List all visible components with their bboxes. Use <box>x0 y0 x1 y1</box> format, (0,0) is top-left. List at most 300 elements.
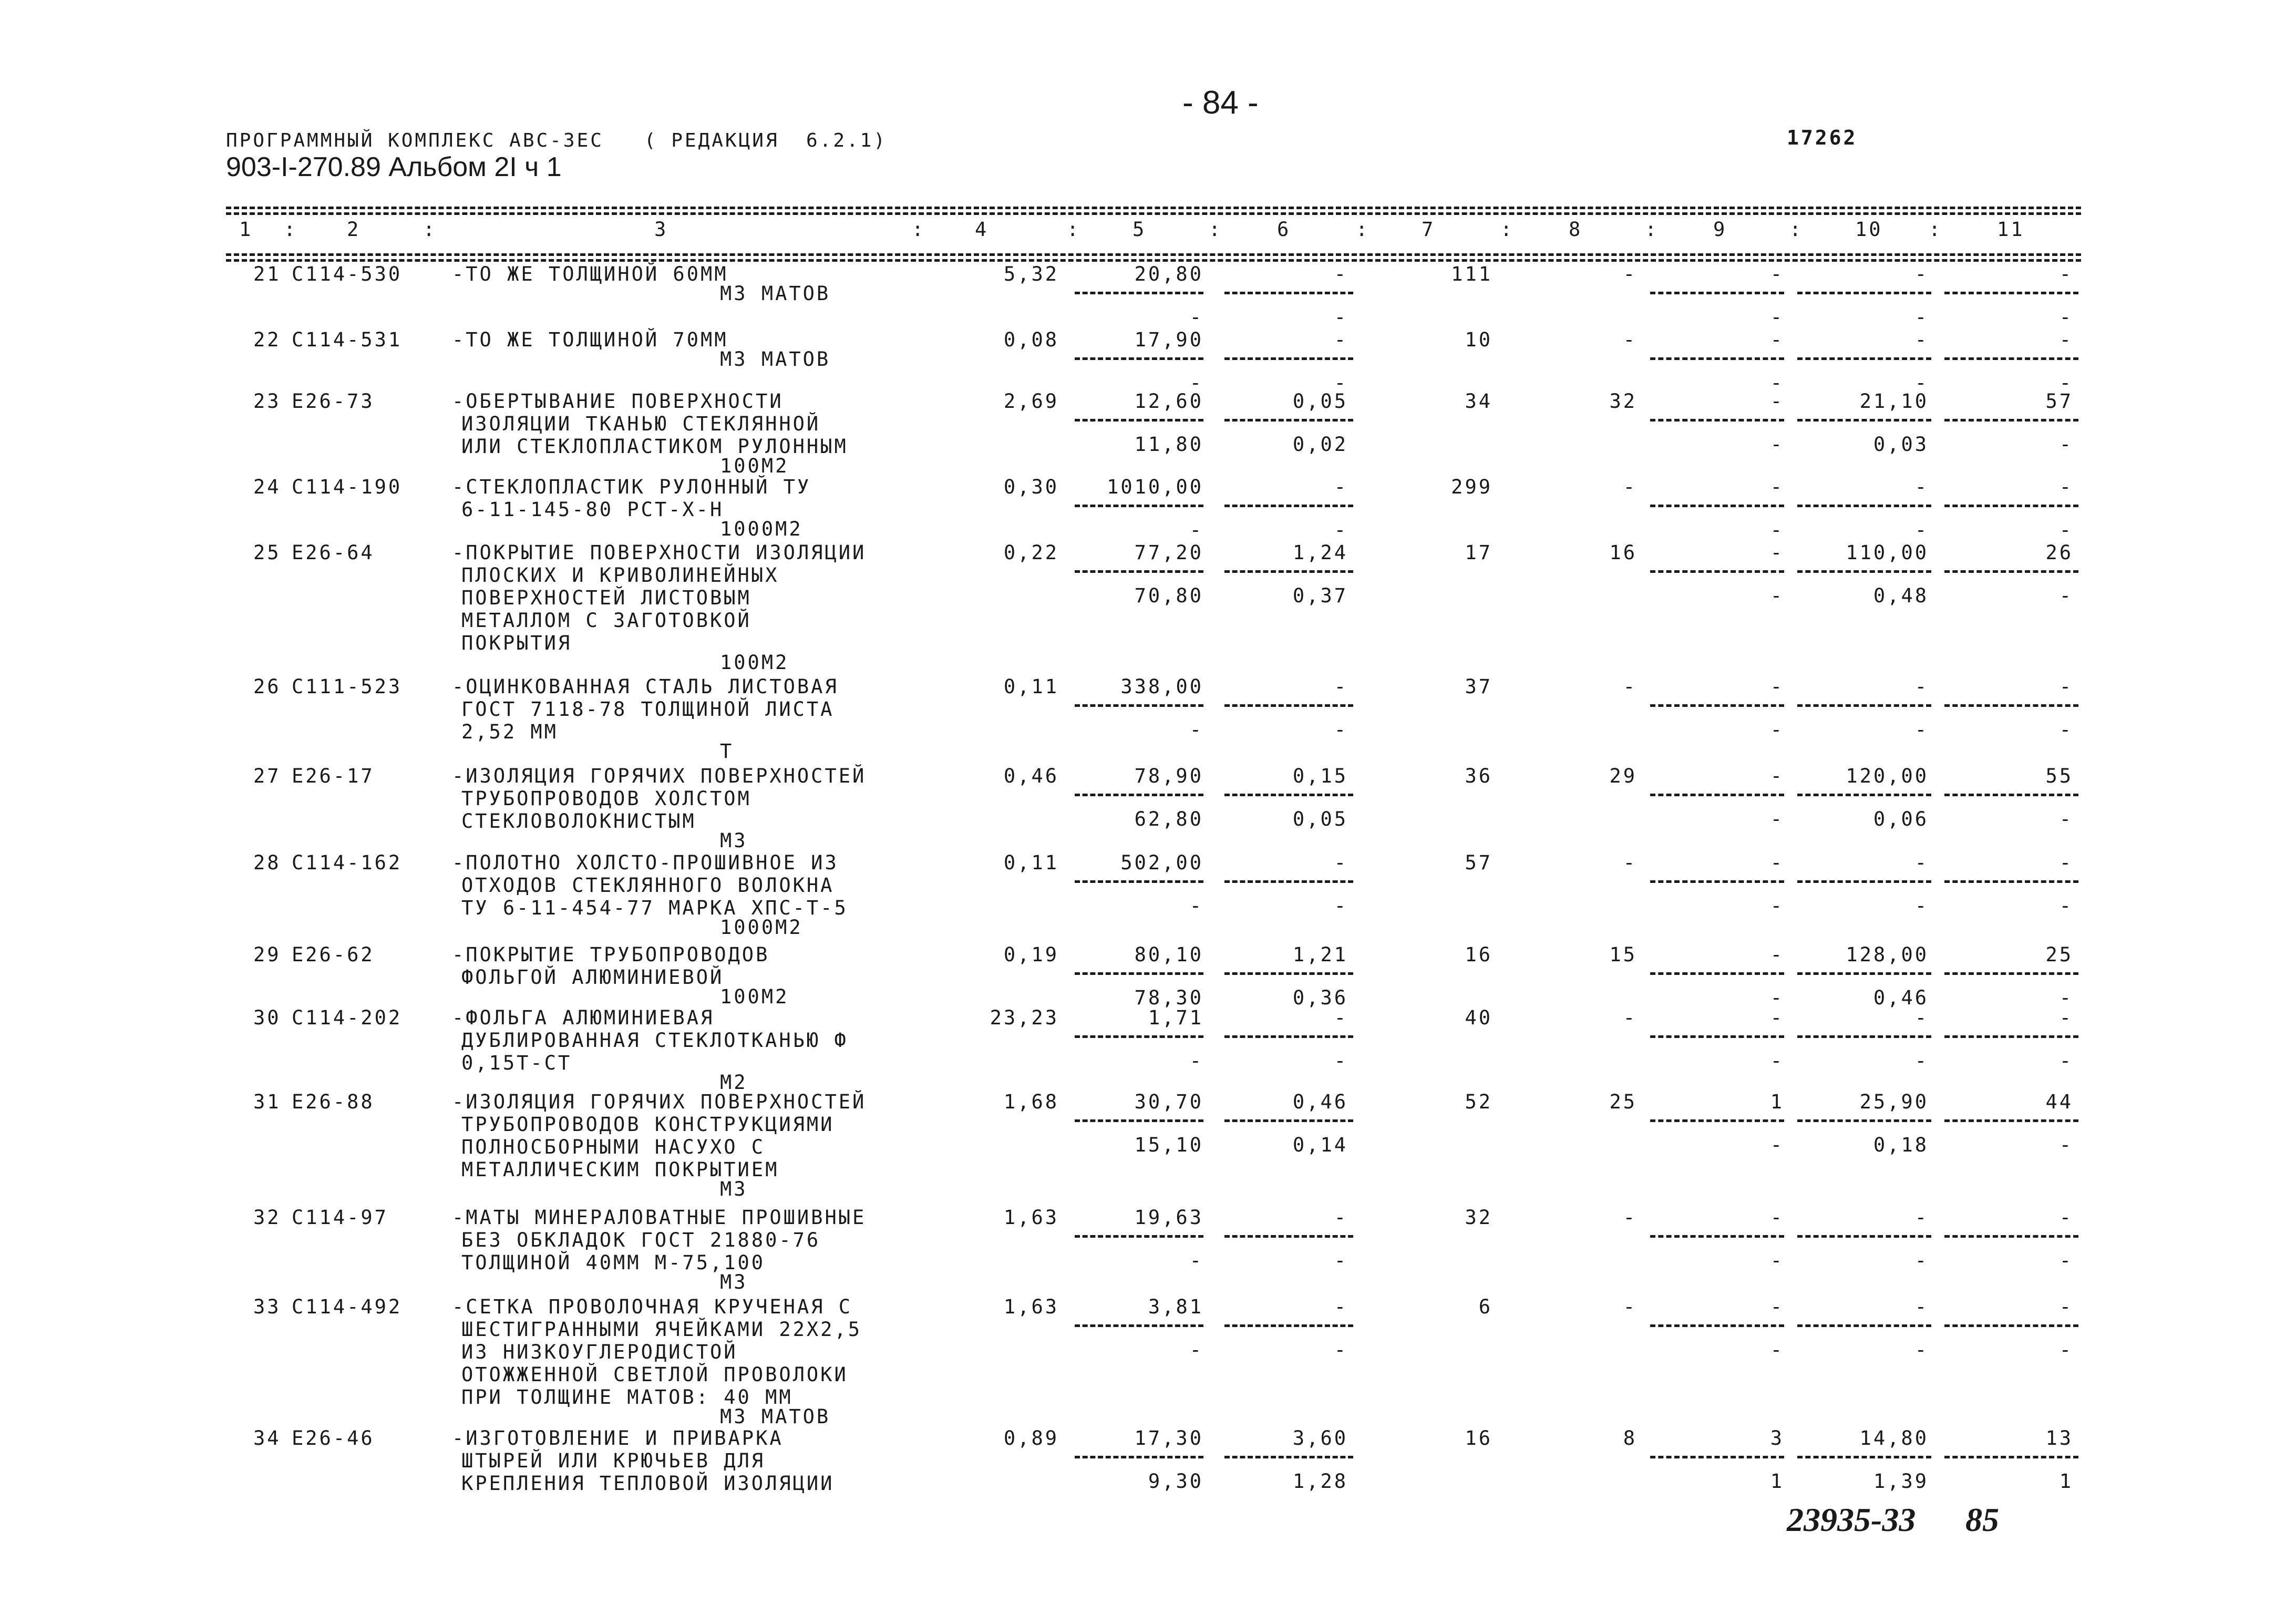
row-24-c5-top: 1010,00 <box>1107 476 1203 498</box>
row-26-unit: Т <box>720 740 734 763</box>
row-28-c6-top: - <box>1334 851 1348 874</box>
row-32-description: ТОЛЩИНОЙ 40ММ М-75,100 <box>461 1251 766 1274</box>
row-33-c10-divider <box>1797 1324 1931 1327</box>
header-rule-bottom-2 <box>226 259 2081 262</box>
footer-code: 23935-33 <box>1787 1501 1916 1538</box>
row-27-c6-divider <box>1224 794 1353 796</box>
row-24-c9-bottom: - <box>1770 519 1784 541</box>
row-31-c6-divider <box>1224 1119 1353 1122</box>
row-26-description: 2,52 ММ <box>461 721 558 743</box>
row-25-description: ПОВЕРХНОСТЕЙ ЛИСТОВЫМ <box>461 587 751 609</box>
row-27-c6-bottom: 0,05 <box>1292 808 1348 830</box>
row-24-c11-divider <box>1944 505 2078 507</box>
row-22-c6-bottom: - <box>1334 372 1348 394</box>
row-29-c10-divider <box>1797 972 1931 975</box>
row-23-col4: 2,69 <box>1003 390 1059 413</box>
row-33-description: ИЗ НИЗКОУГЛЕРОДИСТОЙ <box>461 1341 738 1363</box>
row-30-description: 0,15Т-СТ <box>461 1052 572 1074</box>
row-26-col7: 37 <box>1465 675 1492 698</box>
row-29-c11-bottom: - <box>2059 986 2073 1009</box>
row-25-number: 25 <box>253 541 281 564</box>
row-25-col4: 0,22 <box>1003 541 1059 564</box>
row-34-c10-divider <box>1797 1456 1931 1458</box>
row-34-c9-bottom: 1 <box>1770 1470 1784 1493</box>
row-30-c6-divider <box>1224 1035 1353 1038</box>
row-33-number: 33 <box>253 1296 281 1318</box>
row-31-col7: 52 <box>1465 1091 1492 1113</box>
row-27-c9-top: - <box>1770 765 1784 787</box>
row-21-c11-top: - <box>2059 263 2073 285</box>
row-23-c9-top: - <box>1770 390 1784 413</box>
row-28-number: 28 <box>253 851 281 874</box>
column-separator: : <box>912 218 926 241</box>
row-21-c5-bottom: - <box>1189 306 1203 328</box>
row-27-description: ТРУБОПРОВОДОВ ХОЛСТОМ <box>461 787 751 810</box>
row-22-description: -ТО ЖЕ ТОЛЩИНОЙ 70ММ <box>452 328 728 351</box>
row-23-col8: 32 <box>1609 390 1637 413</box>
row-25-c11-divider <box>1944 570 2078 573</box>
row-28-description: -ПОЛОТНО ХОЛСТО-ПРОШИВНОЕ ИЗ <box>452 851 839 874</box>
row-28-description: ТУ 6-11-454-77 МАРКА ХПС-Т-5 <box>461 897 848 919</box>
row-26-c10-divider <box>1797 704 1931 707</box>
row-25-description: ПЛОСКИХ И КРИВОЛИНЕЙНЫХ <box>461 564 779 587</box>
row-30-description: ДУБЛИРОВАННАЯ СТЕКЛОТКАНЬЮ Ф <box>461 1029 848 1052</box>
row-32-c10-divider <box>1797 1235 1931 1238</box>
row-27-c11-top: 55 <box>2045 765 2073 787</box>
row-33-c6-divider <box>1224 1324 1353 1327</box>
column-separator: : <box>1209 218 1223 241</box>
row-21-c6-divider <box>1224 292 1353 294</box>
row-28-c11-divider <box>1944 880 2078 883</box>
row-21-unit: М3 МАТОВ <box>720 282 831 305</box>
row-25-description: -ПОКРЫТИЕ ПОВЕРХНОСТИ ИЗОЛЯЦИИ <box>452 541 867 564</box>
row-33-c5-top: 3,81 <box>1148 1296 1203 1318</box>
document-number: 17262 <box>1787 126 1858 149</box>
row-26-c5-top: 338,00 <box>1120 675 1203 698</box>
row-32-number: 32 <box>253 1206 281 1229</box>
column-header-3: 3 <box>654 218 668 241</box>
row-28-c9-top: - <box>1770 851 1784 874</box>
row-33-description: -СЕТКА ПРОВОЛОЧНАЯ КРУЧЕНАЯ С <box>452 1296 853 1318</box>
row-33-c9-bottom: - <box>1770 1339 1784 1361</box>
row-26-col4: 0,11 <box>1003 675 1059 698</box>
column-header-7: 7 <box>1422 218 1436 241</box>
row-25-c6-divider <box>1224 570 1353 573</box>
row-23-c5-top: 12,60 <box>1134 390 1203 413</box>
row-32-c6-divider <box>1224 1235 1353 1238</box>
row-34-c10-bottom: 1,39 <box>1873 1470 1929 1493</box>
row-23-c9-bottom: - <box>1770 433 1784 456</box>
row-28-c9-bottom: - <box>1770 895 1784 917</box>
row-27-c10-bottom: 0,06 <box>1873 808 1929 830</box>
row-21-c5-top: 20,80 <box>1134 263 1203 285</box>
row-28-c9-divider <box>1650 880 1784 883</box>
row-22-col7: 10 <box>1465 328 1492 351</box>
row-22-c10-top: - <box>1914 328 1929 351</box>
row-23-c11-bottom: - <box>2059 433 2073 456</box>
row-23-col7: 34 <box>1465 390 1492 413</box>
row-27-description: -ИЗОЛЯЦИЯ ГОРЯЧИХ ПОВЕРХНОСТЕЙ <box>452 765 867 787</box>
row-26-c11-bottom: - <box>2059 718 2073 741</box>
row-28-c5-bottom: - <box>1189 895 1203 917</box>
column-separator: : <box>1929 218 1943 241</box>
row-34-c5-bottom: 9,30 <box>1148 1470 1203 1493</box>
row-25-col8: 16 <box>1609 541 1637 564</box>
row-21-col7: 111 <box>1451 263 1492 285</box>
row-29-c6-bottom: 0,36 <box>1292 986 1348 1009</box>
row-30-c11-divider <box>1944 1035 2078 1038</box>
row-24-description: -СТЕКЛОПЛАСТИК РУЛОННЫЙ ТУ <box>452 476 811 498</box>
row-22-c9-top: - <box>1770 328 1784 351</box>
row-28-c5-divider <box>1075 880 1203 883</box>
row-30-c9-divider <box>1650 1035 1784 1038</box>
row-22-code: С114-531 <box>292 328 403 351</box>
row-27-c9-divider <box>1650 794 1784 796</box>
row-28-c10-divider <box>1797 880 1931 883</box>
row-23-c6-top: 0,05 <box>1292 390 1348 413</box>
column-separator: : <box>1789 218 1804 241</box>
column-header-5: 5 <box>1132 218 1147 241</box>
row-29-c10-top: 128,00 <box>1846 943 1929 966</box>
row-31-c5-top: 30,70 <box>1134 1091 1203 1113</box>
row-33-description: ШЕСТИГРАННЫМИ ЯЧЕЙКАМИ 22Х2,5 <box>461 1318 862 1341</box>
row-34-code: Е26-46 <box>292 1427 375 1449</box>
row-29-c11-top: 25 <box>2045 943 2073 966</box>
row-30-c10-top: - <box>1914 1006 1929 1029</box>
row-26-c11-top: - <box>2059 675 2073 698</box>
row-23-c11-divider <box>1944 419 2078 422</box>
row-22-col8: - <box>1623 328 1637 351</box>
row-21-c9-bottom: - <box>1770 306 1784 328</box>
row-23-description: -ОБЕРТЫВАНИЕ ПОВЕРХНОСТИ <box>452 390 784 413</box>
row-26-c9-top: - <box>1770 675 1784 698</box>
row-25-c11-bottom: - <box>2059 584 2073 607</box>
row-25-c6-bottom: 0,37 <box>1292 584 1348 607</box>
row-27-code: Е26-17 <box>292 765 375 787</box>
row-32-col4: 1,63 <box>1003 1206 1059 1229</box>
row-31-c10-top: 25,90 <box>1859 1091 1929 1113</box>
row-27-c6-top: 0,15 <box>1292 765 1348 787</box>
row-28-description: ОТХОДОВ СТЕКЛЯННОГО ВОЛОКНА <box>461 874 835 897</box>
row-26-c9-divider <box>1650 704 1784 707</box>
row-25-col7: 17 <box>1465 541 1492 564</box>
row-22-unit: М3 МАТОВ <box>720 348 831 371</box>
row-30-description: -ФОЛЬГА АЛЮМИНИЕВАЯ <box>452 1006 715 1029</box>
row-34-c11-top: 13 <box>2045 1427 2073 1449</box>
column-separator: : <box>1356 218 1370 241</box>
row-33-c11-bottom: - <box>2059 1339 2073 1361</box>
row-29-c11-divider <box>1944 972 2078 975</box>
row-21-col4: 5,32 <box>1003 263 1059 285</box>
row-30-col4: 23,23 <box>990 1006 1059 1029</box>
row-23-c10-top: 21,10 <box>1859 390 1929 413</box>
row-29-description: -ПОКРЫТИЕ ТРУБОПРОВОДОВ <box>452 943 770 966</box>
row-24-c9-divider <box>1650 505 1784 507</box>
row-32-col7: 32 <box>1465 1206 1492 1229</box>
row-21-c11-bottom: - <box>2059 306 2073 328</box>
row-30-col8: - <box>1623 1006 1637 1029</box>
row-25-c9-divider <box>1650 570 1784 573</box>
row-28-c11-top: - <box>2059 851 2073 874</box>
row-28-col8: - <box>1623 851 1637 874</box>
row-25-description: МЕТАЛЛОМ С ЗАГОТОВКОЙ <box>461 609 751 632</box>
row-29-c10-bottom: 0,46 <box>1873 986 1929 1009</box>
row-23-code: Е26-73 <box>292 390 375 413</box>
row-28-col7: 57 <box>1465 851 1492 874</box>
row-27-c11-bottom: - <box>2059 808 2073 830</box>
header-rule-top-2 <box>226 212 2081 215</box>
row-34-c5-top: 17,30 <box>1134 1427 1203 1449</box>
row-33-c11-divider <box>1944 1324 2078 1327</box>
row-29-c5-bottom: 78,30 <box>1134 986 1203 1009</box>
row-34-c11-bottom: 1 <box>2059 1470 2073 1493</box>
row-23-c11-top: 57 <box>2045 390 2073 413</box>
row-21-c6-top: - <box>1334 263 1348 285</box>
row-28-c6-bottom: - <box>1334 895 1348 917</box>
row-29-c9-divider <box>1650 972 1784 975</box>
row-32-c9-divider <box>1650 1235 1784 1238</box>
row-29-unit: 100М2 <box>720 985 789 1008</box>
row-31-c5-bottom: 15,10 <box>1134 1134 1203 1156</box>
row-22-c10-bottom: - <box>1914 372 1929 394</box>
row-22-number: 22 <box>253 328 281 351</box>
row-24-c11-top: - <box>2059 476 2073 498</box>
row-23-unit: 100М2 <box>720 455 789 477</box>
row-22-c11-bottom: - <box>2059 372 2073 394</box>
row-26-c9-bottom: - <box>1770 718 1784 741</box>
row-26-number: 26 <box>253 675 281 698</box>
row-31-description: -ИЗОЛЯЦИЯ ГОРЯЧИХ ПОВЕРХНОСТЕЙ <box>452 1091 867 1113</box>
row-28-c10-bottom: - <box>1914 895 1929 917</box>
row-26-c10-bottom: - <box>1914 718 1929 741</box>
row-22-col4: 0,08 <box>1003 328 1059 351</box>
row-21-description: -ТО ЖЕ ТОЛЩИНОЙ 60ММ <box>452 263 728 285</box>
row-31-col8: 25 <box>1609 1091 1637 1113</box>
row-34-number: 34 <box>253 1427 281 1449</box>
row-22-c5-bottom: - <box>1189 372 1203 394</box>
row-23-description: ИЗОЛЯЦИИ ТКАНЬЮ СТЕКЛЯННОЙ <box>461 413 821 435</box>
row-31-description: МЕТАЛЛИЧЕСКИМ ПОКРЫТИЕМ <box>461 1158 779 1181</box>
column-header-10: 10 <box>1855 218 1883 241</box>
row-26-c5-divider <box>1075 704 1203 707</box>
row-25-c5-divider <box>1075 570 1203 573</box>
album-line: 903-I-270.89 Альбом 2I ч 1 <box>226 152 562 182</box>
column-header-9: 9 <box>1713 218 1727 241</box>
row-33-description: ПРИ ТОЛЩИНЕ МАТОВ: 40 ММ <box>461 1386 793 1409</box>
row-21-c10-top: - <box>1914 263 1929 285</box>
row-32-c10-top: - <box>1914 1206 1929 1229</box>
row-31-c11-top: 44 <box>2045 1091 2073 1113</box>
row-25-c5-bottom: 70,80 <box>1134 584 1203 607</box>
column-separator: : <box>1067 218 1081 241</box>
row-24-c10-top: - <box>1914 476 1929 498</box>
row-31-c5-divider <box>1075 1119 1203 1122</box>
row-24-c6-divider <box>1224 505 1353 507</box>
row-33-c5-bottom: - <box>1189 1339 1203 1361</box>
row-33-c6-bottom: - <box>1334 1339 1348 1361</box>
row-23-c9-divider <box>1650 419 1784 422</box>
row-34-description: -ИЗГОТОВЛЕНИЕ И ПРИВАРКА <box>452 1427 784 1449</box>
row-30-c11-bottom: - <box>2059 1050 2073 1072</box>
column-separator: : <box>1645 218 1659 241</box>
row-28-unit: 1000М2 <box>720 916 803 939</box>
row-29-col7: 16 <box>1465 943 1492 966</box>
row-22-c11-top: - <box>2059 328 2073 351</box>
row-29-c6-divider <box>1224 972 1353 975</box>
row-24-col8: - <box>1623 476 1637 498</box>
row-33-c5-divider <box>1075 1324 1203 1327</box>
row-27-unit: М3 <box>720 829 748 852</box>
row-29-c5-top: 80,10 <box>1134 943 1203 966</box>
row-24-col4: 0,30 <box>1003 476 1059 498</box>
row-28-c6-divider <box>1224 880 1353 883</box>
row-24-c10-bottom: - <box>1914 519 1929 541</box>
row-29-description: ФОЛЬГОЙ АЛЮМИНИЕВОЙ <box>461 966 724 989</box>
row-26-c6-divider <box>1224 704 1353 707</box>
row-24-c5-divider <box>1075 505 1203 507</box>
row-31-c11-bottom: - <box>2059 1134 2073 1156</box>
row-29-c5-divider <box>1075 972 1203 975</box>
row-24-c10-divider <box>1797 505 1931 507</box>
row-32-c9-bottom: - <box>1770 1249 1784 1272</box>
row-30-unit: М2 <box>720 1071 748 1094</box>
column-separator: : <box>423 218 437 241</box>
row-24-code: С114-190 <box>292 476 403 498</box>
row-34-col7: 16 <box>1465 1427 1492 1449</box>
column-header-8: 8 <box>1569 218 1583 241</box>
row-22-c6-top: - <box>1334 328 1348 351</box>
row-33-c9-divider <box>1650 1324 1784 1327</box>
column-header-11: 11 <box>1997 218 2025 241</box>
row-24-unit: 1000М2 <box>720 518 803 540</box>
row-30-c6-bottom: - <box>1334 1050 1348 1072</box>
row-31-number: 31 <box>253 1091 281 1113</box>
row-25-c5-top: 77,20 <box>1134 541 1203 564</box>
row-30-col7: 40 <box>1465 1006 1492 1029</box>
row-21-col8: - <box>1623 263 1637 285</box>
column-header-4: 4 <box>975 218 989 241</box>
row-30-c9-bottom: - <box>1770 1050 1784 1072</box>
row-29-c6-top: 1,21 <box>1292 943 1348 966</box>
row-23-description: ИЛИ СТЕКЛОПЛАСТИКОМ РУЛОННЫМ <box>461 435 848 458</box>
header-rule-bottom <box>226 253 2081 256</box>
row-34-description: КРЕПЛЕНИЯ ТЕПЛОВОЙ ИЗОЛЯЦИИ <box>461 1472 835 1495</box>
row-21-c9-divider <box>1650 292 1784 294</box>
row-23-c10-bottom: 0,03 <box>1873 433 1929 456</box>
row-22-c9-divider <box>1650 357 1784 360</box>
row-32-c11-divider <box>1944 1235 2078 1238</box>
row-22-c9-bottom: - <box>1770 372 1784 394</box>
row-27-col7: 36 <box>1465 765 1492 787</box>
row-27-c10-top: 120,00 <box>1846 765 1929 787</box>
row-34-col8: 8 <box>1623 1427 1637 1449</box>
row-29-col4: 0,19 <box>1003 943 1059 966</box>
row-32-c9-top: - <box>1770 1206 1784 1229</box>
row-28-code: С114-162 <box>292 851 403 874</box>
row-24-c5-bottom: - <box>1189 519 1203 541</box>
row-24-c6-top: - <box>1334 476 1348 498</box>
row-25-c10-divider <box>1797 570 1931 573</box>
row-33-col7: 6 <box>1478 1296 1492 1318</box>
footer-page: 85 <box>1965 1501 1999 1538</box>
row-22-c11-divider <box>1944 357 2078 360</box>
row-24-c9-top: - <box>1770 476 1784 498</box>
row-24-number: 24 <box>253 476 281 498</box>
row-34-c6-bottom: 1,28 <box>1292 1470 1348 1493</box>
row-32-c5-bottom: - <box>1189 1249 1203 1272</box>
row-21-number: 21 <box>253 263 281 285</box>
row-31-c6-bottom: 0,14 <box>1292 1134 1348 1156</box>
row-27-c5-bottom: 62,80 <box>1134 808 1203 830</box>
row-30-number: 30 <box>253 1006 281 1029</box>
row-25-unit: 100М2 <box>720 651 789 674</box>
page-number: - 84 - <box>1182 85 1259 121</box>
row-28-col4: 0,11 <box>1003 851 1059 874</box>
row-30-c5-bottom: - <box>1189 1050 1203 1072</box>
row-33-unit: М3 МАТОВ <box>720 1405 831 1428</box>
row-30-c11-top: - <box>2059 1006 2073 1029</box>
row-21-c10-bottom: - <box>1914 306 1929 328</box>
row-27-c5-divider <box>1075 794 1203 796</box>
row-32-c10-bottom: - <box>1914 1249 1929 1272</box>
row-26-c6-bottom: - <box>1334 718 1348 741</box>
row-25-c9-top: - <box>1770 541 1784 564</box>
row-21-c9-top: - <box>1770 263 1784 285</box>
row-26-description: ГОСТ 7118-78 ТОЛЩИНОЙ ЛИСТА <box>461 698 835 721</box>
row-21-c11-divider <box>1944 292 2078 294</box>
column-separator: : <box>284 218 298 241</box>
row-25-c9-bottom: - <box>1770 584 1784 607</box>
row-24-description: 6-11-145-80 РСТ-Х-Н <box>461 498 724 521</box>
row-33-c10-bottom: - <box>1914 1339 1929 1361</box>
row-31-col4: 1,68 <box>1003 1091 1059 1113</box>
row-23-c6-bottom: 0,02 <box>1292 433 1348 456</box>
row-21-c6-bottom: - <box>1334 306 1348 328</box>
row-26-c10-top: - <box>1914 675 1929 698</box>
row-23-c5-bottom: 11,80 <box>1134 433 1203 456</box>
row-26-c5-bottom: - <box>1189 718 1203 741</box>
column-header-6: 6 <box>1277 218 1291 241</box>
row-34-c10-top: 14,80 <box>1859 1427 1929 1449</box>
row-25-description: ПОКРЫТИЯ <box>461 632 572 654</box>
row-34-description: ШТЫРЕЙ ИЛИ КРЮЧЬЕВ ДЛЯ <box>461 1449 766 1472</box>
row-30-c5-divider <box>1075 1035 1203 1038</box>
column-header-2: 2 <box>347 218 361 241</box>
row-30-c6-top: - <box>1334 1006 1348 1029</box>
row-24-c11-bottom: - <box>2059 519 2073 541</box>
row-21-c10-divider <box>1797 292 1931 294</box>
row-34-c6-top: 3,60 <box>1292 1427 1348 1449</box>
row-23-number: 23 <box>253 390 281 413</box>
row-31-c9-bottom: - <box>1770 1134 1784 1156</box>
header-rule-top <box>226 207 2081 209</box>
row-31-description: ПОЛНОСБОРНЫМИ НАСУХО С <box>461 1136 766 1158</box>
row-30-c10-divider <box>1797 1035 1931 1038</box>
row-26-col8: - <box>1623 675 1637 698</box>
row-23-c10-divider <box>1797 419 1931 422</box>
row-27-description: СТЕКЛОВОЛОКНИСТЫМ <box>461 810 696 832</box>
row-29-code: Е26-62 <box>292 943 375 966</box>
row-27-c11-divider <box>1944 794 2078 796</box>
row-33-col8: - <box>1623 1296 1637 1318</box>
row-27-col4: 0,46 <box>1003 765 1059 787</box>
row-33-c10-top: - <box>1914 1296 1929 1318</box>
row-24-col7: 299 <box>1451 476 1492 498</box>
row-32-unit: М3 <box>720 1271 748 1293</box>
row-23-c5-divider <box>1075 419 1203 422</box>
row-27-number: 27 <box>253 765 281 787</box>
row-22-c5-divider <box>1075 357 1203 360</box>
